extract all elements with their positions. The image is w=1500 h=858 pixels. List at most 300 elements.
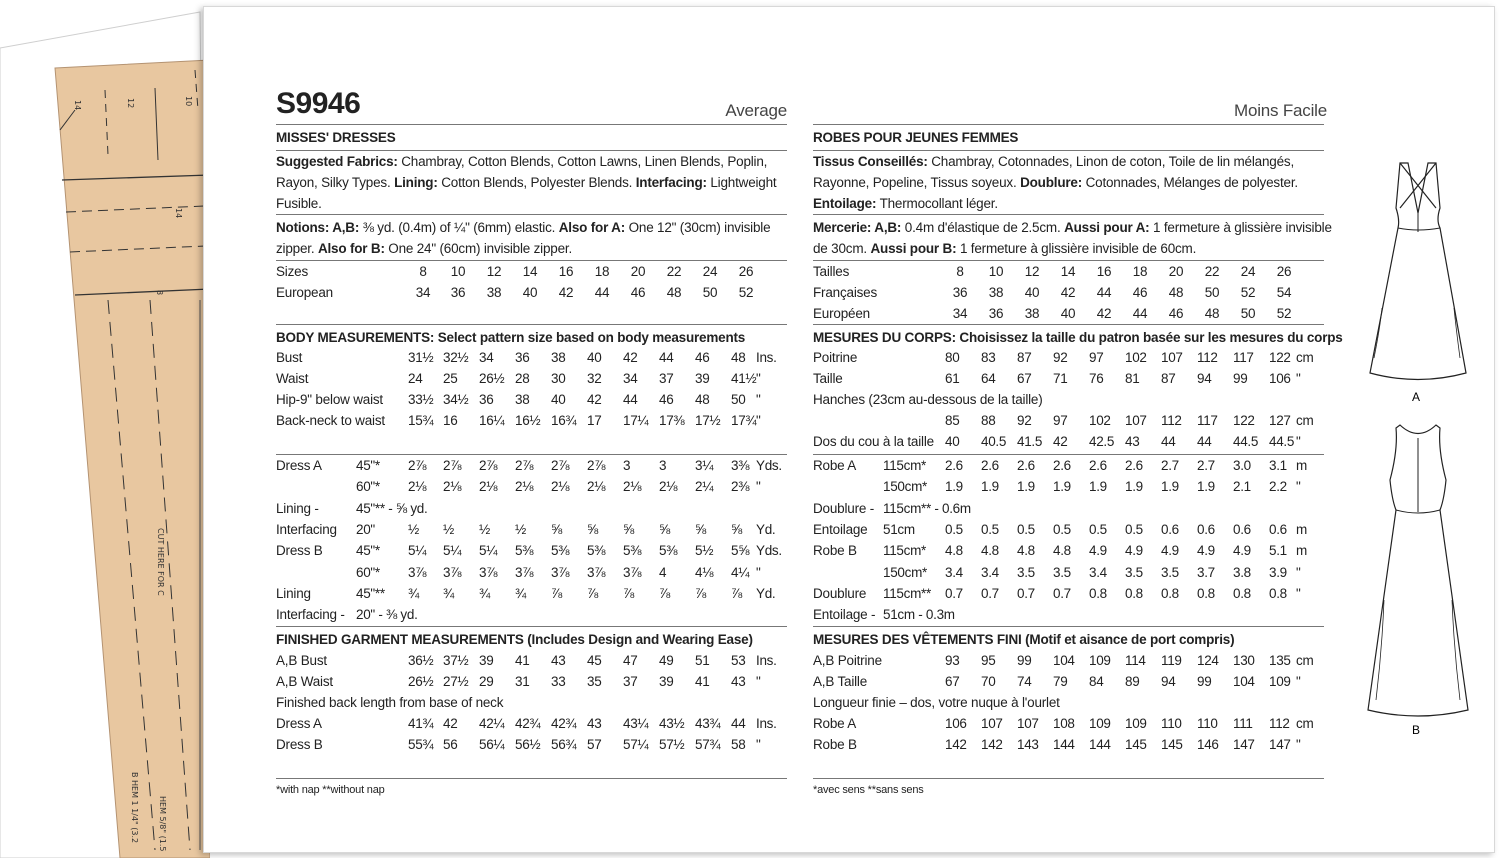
text-segment: Also for A: xyxy=(558,220,626,235)
text-segment: Thermocollant léger. xyxy=(876,196,998,211)
finished-cell: 106 xyxy=(945,716,967,731)
yardage-cell: 2⅞ xyxy=(408,458,427,473)
yardage-cell: 2⅜ xyxy=(731,479,750,495)
size-cell: 20 xyxy=(630,264,646,279)
yardage-cell: ⅝ xyxy=(587,521,598,537)
text-segment: Mercerie: A,B: xyxy=(813,220,902,235)
finished-cell: 119 xyxy=(1161,653,1182,668)
size-cell: 54 xyxy=(1276,285,1292,300)
size-cell: 38 xyxy=(1024,306,1040,321)
unit-label: " xyxy=(1296,434,1301,449)
finished-cell: 49 xyxy=(659,653,674,668)
finished-cell: 51 xyxy=(695,653,710,668)
body-cell: 31½ xyxy=(408,350,434,365)
finished-cell: 44 xyxy=(731,716,746,731)
size-cell: 36 xyxy=(450,285,466,300)
yardage-cell: 2⅞ xyxy=(515,458,534,473)
text-segment: Rayon, Silky Types. xyxy=(276,175,395,190)
unit-label: " xyxy=(1296,564,1301,580)
text-segment: Tissus Conseillés: xyxy=(813,154,928,169)
body-cell: 106 xyxy=(1269,371,1291,386)
finished-cell: 110 xyxy=(1161,716,1182,731)
body-cell: 44.5 xyxy=(1233,434,1259,449)
text-segment: 1 fermeture à glissière invisible xyxy=(1149,220,1332,235)
size-cell: 14 xyxy=(1060,264,1076,279)
finished-cell: 42¼ xyxy=(479,716,505,731)
finished-measurements-heading: FINISHED GARMENT MEASUREMENTS (Includes Design and Wearing Ease) xyxy=(276,632,753,647)
yardage-cell: 0.5 xyxy=(1017,521,1035,537)
finished-cell: 57¼ xyxy=(623,737,649,752)
fabric-width: 115cm** - 0.6m xyxy=(883,500,971,516)
size-cell: 52 xyxy=(738,285,754,300)
finished-cell: 56½ xyxy=(515,737,541,752)
yardage-cell: 4.9 xyxy=(1197,543,1215,559)
footnote: *with nap **without nap xyxy=(276,784,385,796)
view-b-label: B xyxy=(1412,723,1421,737)
yardage-cell: 2⅛ xyxy=(587,479,606,495)
size-cell: 46 xyxy=(1132,285,1148,300)
body-cell: 38 xyxy=(551,350,566,365)
tissue-label: 12 xyxy=(126,98,135,109)
size-row-label: Sizes xyxy=(276,264,309,279)
body-cell: 88 xyxy=(981,413,996,428)
body-cell: 97 xyxy=(1053,413,1068,428)
yardage-cell: ⅞ xyxy=(587,585,598,601)
yardage-cell: ⅝ xyxy=(623,521,634,537)
yardage-cell: 3.4 xyxy=(945,564,963,580)
body-cell: 34 xyxy=(623,371,638,386)
body-cell: 17½ xyxy=(695,413,721,428)
body-cell: 122 xyxy=(1233,413,1255,428)
body-cell: 83 xyxy=(981,350,996,365)
yardage-cell: 4.8 xyxy=(1053,543,1071,559)
size-cell: 52 xyxy=(1240,285,1256,300)
yardage-cell: 2¼ xyxy=(695,479,714,495)
yardage-cell: 2⅛ xyxy=(479,479,498,495)
body-cell: 67 xyxy=(1017,371,1032,386)
envelope-folder xyxy=(0,0,210,858)
finished-cell: 104 xyxy=(1053,653,1075,668)
text-segment: Chambray, Cotonnades, Linon de coton, Toile de lin mélangés, xyxy=(927,154,1294,169)
yardage-cell: 3⅞ xyxy=(551,564,570,580)
body-cell: 102 xyxy=(1089,413,1111,428)
yardage-cell: 3 xyxy=(659,458,667,473)
yardage-cell: 3.4 xyxy=(981,564,999,580)
yardage-cell: ½ xyxy=(443,521,454,537)
yardage-cell: 2.1 xyxy=(1233,479,1251,495)
body-cell: 44.5 xyxy=(1269,434,1295,449)
unit-label: " xyxy=(756,674,761,689)
difficulty-level: Average xyxy=(725,101,787,120)
size-row-label: Tailles xyxy=(813,264,850,279)
body-cell: 24 xyxy=(408,371,423,386)
size-cell: 16 xyxy=(558,264,574,279)
yardage-row-label: Doublure xyxy=(813,585,867,601)
yardage-row-label: Robe A xyxy=(813,458,857,473)
finished-cell: 41¾ xyxy=(408,716,434,731)
yardage-cell: 2⅛ xyxy=(443,479,462,495)
body-cell: 50 xyxy=(731,392,746,407)
finished-cell: 114 xyxy=(1125,653,1146,668)
body-cell: 92 xyxy=(1017,413,1032,428)
size-cell: 8 xyxy=(956,264,964,279)
finished-cell: 144 xyxy=(1089,737,1111,752)
body-row-label: Hip-9" below waist xyxy=(276,392,383,407)
body-cell: 85 xyxy=(945,413,960,428)
yardage-cell: 0.8 xyxy=(1089,585,1107,601)
size-cell: 38 xyxy=(486,285,502,300)
yardage-cell: 5½ xyxy=(695,543,714,559)
body-cell: 30 xyxy=(551,371,566,386)
size-cell: 40 xyxy=(1060,306,1076,321)
body-cell: 107 xyxy=(1161,350,1183,365)
unit-label: Yd. xyxy=(756,521,776,537)
yardage-cell: 2.7 xyxy=(1161,458,1179,473)
yardage-cell: 4.9 xyxy=(1161,543,1179,559)
size-cell: 26 xyxy=(1276,264,1292,279)
yardage-cell: 2⅛ xyxy=(551,479,570,495)
finished-cell: 37 xyxy=(623,674,638,689)
unit-label: " xyxy=(1296,585,1301,601)
divider xyxy=(813,626,1324,627)
divider xyxy=(276,454,787,455)
unit-label: " xyxy=(1296,737,1301,752)
notions-line xyxy=(276,220,770,236)
divider xyxy=(813,260,1324,261)
text-segment: One 24" (60cm) invisible zipper. xyxy=(384,241,573,256)
body-cell: 44 xyxy=(1197,434,1212,449)
yardage-cell: 0.6 xyxy=(1233,521,1251,537)
yardage-cell: 4.9 xyxy=(1233,543,1251,559)
body-cell: 43 xyxy=(1125,434,1140,449)
unit-label: cm xyxy=(1296,716,1314,731)
finished-cell: 107 xyxy=(1017,716,1039,731)
finished-cell: 110 xyxy=(1197,716,1218,731)
body-cell: 16½ xyxy=(515,413,541,428)
body-cell: 42 xyxy=(623,350,638,365)
finished-cell: 111 xyxy=(1233,716,1253,731)
body-cell: 94 xyxy=(1197,371,1212,386)
divider xyxy=(276,214,787,215)
finished-cell: 145 xyxy=(1125,737,1147,752)
yardage-cell: 1.9 xyxy=(1017,479,1035,495)
section-title: MISSES' DRESSES xyxy=(276,130,396,145)
yardage-cell: ⅝ xyxy=(731,521,742,537)
fabrics-line xyxy=(813,175,1298,191)
body-cell: 39 xyxy=(695,371,710,386)
unit-label: cm xyxy=(1296,653,1314,668)
yardage-cell: 3⅞ xyxy=(623,564,642,580)
yardage-cell: ⅝ xyxy=(695,521,706,537)
finished-cell: 89 xyxy=(1125,674,1140,689)
finished-cell: 58 xyxy=(731,737,746,752)
finished-cell: 27½ xyxy=(443,674,469,689)
body-cell: 122 xyxy=(1269,350,1291,365)
yardage-cell: 3.5 xyxy=(1125,564,1143,580)
yardage-cell: 3⅞ xyxy=(587,564,606,580)
size-cell: 48 xyxy=(1168,285,1184,300)
body-cell: 17¼ xyxy=(623,413,649,428)
divider xyxy=(276,324,787,325)
fabric-width: 45"* xyxy=(356,543,380,559)
yardage-cell: 2.6 xyxy=(1089,458,1107,473)
yardage-cell: 3.0 xyxy=(1233,458,1251,473)
finished-row-label: Dress B xyxy=(276,737,323,752)
body-row-label: Bust xyxy=(276,350,303,365)
size-cell: 40 xyxy=(522,285,538,300)
yardage-cell: 5¼ xyxy=(479,543,498,559)
unit-label: m xyxy=(1296,543,1307,559)
unit-label: " xyxy=(756,564,761,580)
size-cell: 48 xyxy=(666,285,682,300)
body-cell: 41.5 xyxy=(1017,434,1043,449)
size-cell: 12 xyxy=(1024,264,1040,279)
finished-cell: 57½ xyxy=(659,737,685,752)
finished-row-label: Robe B xyxy=(813,737,857,752)
body-cell: 40 xyxy=(587,350,602,365)
body-cell: 17 xyxy=(587,413,602,428)
size-cell: 36 xyxy=(952,285,968,300)
yardage-cell: 3.5 xyxy=(1017,564,1035,580)
body-cell: 92 xyxy=(1053,350,1068,365)
yardage-cell: 5⅜ xyxy=(587,543,606,559)
finished-row-label: Longueur finie – dos, votre nuque à l'ourlet xyxy=(813,695,1060,710)
body-cell: 102 xyxy=(1125,350,1147,365)
yardage-cell: 0.5 xyxy=(1089,521,1107,537)
size-cell: 26 xyxy=(738,264,754,279)
size-cell: 20 xyxy=(1168,264,1184,279)
unit-label: m xyxy=(1296,521,1307,537)
unit-label: " xyxy=(1296,371,1301,386)
finished-cell: 56 xyxy=(443,737,458,752)
text-segment: 1 fermeture à glissière invisible de 60cm. xyxy=(956,241,1197,256)
tissue-label: HEM 5/8" (1.5 xyxy=(158,796,167,852)
finished-cell: 29 xyxy=(479,674,494,689)
yardage-cell: ¾ xyxy=(408,585,419,601)
body-cell: 117 xyxy=(1197,413,1218,428)
yardage-cell: 3⅜ xyxy=(731,458,750,473)
divider xyxy=(813,454,1324,455)
fabric-width: 20" xyxy=(356,521,375,537)
pattern-number: S9946 xyxy=(276,87,361,120)
dress-a-illustration xyxy=(1360,158,1475,408)
size-cell: 34 xyxy=(952,306,968,321)
finished-row-label: Dress A xyxy=(276,716,322,731)
finished-cell: 55¾ xyxy=(408,737,434,752)
finished-cell: 146 xyxy=(1197,737,1219,752)
finished-cell: 142 xyxy=(945,737,967,752)
fabric-width: 45"* xyxy=(356,458,380,473)
body-cell: 44 xyxy=(1161,434,1176,449)
yardage-cell: 0.7 xyxy=(1053,585,1071,601)
yardage-row-label: Lining - xyxy=(276,500,319,516)
body-cell: 40 xyxy=(945,434,960,449)
tissue-label: 8 xyxy=(155,290,164,296)
yardage-cell: ⅞ xyxy=(731,585,742,601)
size-cell: 14 xyxy=(522,264,538,279)
yardage-cell: 5⅜ xyxy=(551,543,570,559)
finished-cell: 109 xyxy=(1269,674,1291,689)
body-cell: 99 xyxy=(1233,371,1248,386)
finished-cell: 93 xyxy=(945,653,960,668)
fabric-width: 60"* xyxy=(356,479,380,495)
body-row-label: Back-neck to waist xyxy=(276,413,385,428)
text-segment: Chambray, Cotton Blends, Cotton Lawns, Linen Blends, Poplin, xyxy=(397,154,768,169)
yardage-cell: 1.9 xyxy=(1089,479,1107,495)
unit-label: cm xyxy=(1296,413,1314,428)
yardage-row-label: Entoilage - xyxy=(813,607,876,623)
body-cell: 76 xyxy=(1089,371,1104,386)
body-cell: 41½ xyxy=(731,371,757,386)
body-cell: 46 xyxy=(659,392,674,407)
finished-cell: 79 xyxy=(1053,674,1068,689)
body-cell: 87 xyxy=(1017,350,1032,365)
yardage-cell: 3.1 xyxy=(1269,458,1287,473)
divider xyxy=(813,214,1324,215)
yardage-cell: ¾ xyxy=(443,585,454,601)
divider xyxy=(813,124,1324,125)
finished-cell: 56¼ xyxy=(479,737,505,752)
yardage-cell: 4⅛ xyxy=(695,564,714,580)
finished-cell: 33 xyxy=(551,674,566,689)
yardage-cell: 0.6 xyxy=(1197,521,1215,537)
yardage-cell: 5¼ xyxy=(408,543,427,559)
finished-cell: 130 xyxy=(1233,653,1255,668)
finished-cell: 57¾ xyxy=(695,737,721,752)
yardage-cell: ½ xyxy=(479,521,490,537)
body-cell: 112 xyxy=(1161,413,1182,428)
text-segment: Notions: A,B: xyxy=(276,220,360,235)
finished-cell: 43 xyxy=(551,653,566,668)
body-row-label: Taille xyxy=(813,371,843,386)
finished-cell: 56¾ xyxy=(551,737,577,752)
yardage-cell: 2.6 xyxy=(1125,458,1143,473)
finished-row-label: Robe A xyxy=(813,716,857,731)
size-cell: 42 xyxy=(558,285,574,300)
unit-label: Ins. xyxy=(756,653,777,668)
size-cell: 16 xyxy=(1096,264,1112,279)
yardage-cell: 0.7 xyxy=(1017,585,1035,601)
size-cell: 24 xyxy=(702,264,718,279)
yardage-row-label: Robe B xyxy=(813,543,857,559)
finished-cell: 43¾ xyxy=(695,716,721,731)
body-cell: 71 xyxy=(1053,371,1068,386)
body-cell: 33½ xyxy=(408,392,434,407)
yardage-cell: 3.9 xyxy=(1269,564,1287,580)
unit-label: " xyxy=(756,479,761,495)
divider xyxy=(276,124,787,125)
unit-label: Ins. xyxy=(756,350,777,365)
yardage-cell: 1.9 xyxy=(945,479,963,495)
fabric-width: 20" - ⅜ yd. xyxy=(356,607,418,623)
size-cell: 42 xyxy=(1060,285,1076,300)
size-cell: 44 xyxy=(1096,285,1112,300)
body-cell: 15¾ xyxy=(408,413,434,428)
finished-cell: 67 xyxy=(945,674,960,689)
body-cell: 61 xyxy=(945,371,960,386)
yardage-cell: 4.9 xyxy=(1125,543,1143,559)
yardage-cell: 0.7 xyxy=(945,585,963,601)
yardage-cell: 3⅞ xyxy=(408,564,427,580)
text-segment: Lightweight xyxy=(706,175,777,190)
tissue-label: B HEM 1 1/4" (3.2 xyxy=(130,772,139,844)
finished-cell: 95 xyxy=(981,653,996,668)
body-cell: 44 xyxy=(659,350,674,365)
size-cell: 48 xyxy=(1204,306,1220,321)
yardage-cell: 4.9 xyxy=(1089,543,1107,559)
text-segment: Cotton Blends, Polyester Blends. xyxy=(437,175,636,190)
yardage-cell: 0.5 xyxy=(1125,521,1143,537)
yardage-cell: 3.5 xyxy=(1053,564,1071,580)
yardage-cell: 5.1 xyxy=(1269,543,1287,559)
finished-cell: 108 xyxy=(1053,716,1075,731)
fabrics-line xyxy=(813,196,998,212)
unit-label: Yds. xyxy=(756,543,782,559)
body-cell: 37 xyxy=(659,371,674,386)
size-cell: 46 xyxy=(630,285,646,300)
finished-cell: 43 xyxy=(731,674,746,689)
finished-cell: 99 xyxy=(1017,653,1032,668)
yardage-cell: 4.8 xyxy=(981,543,999,559)
body-cell: 34 xyxy=(479,350,494,365)
yardage-row-label: Dress A xyxy=(276,458,322,473)
text-segment: Also for B: xyxy=(317,241,385,256)
body-row-label: Hanches (23cm au-dessous de la taille) xyxy=(813,392,1043,407)
finished-cell: 104 xyxy=(1233,674,1255,689)
yardage-cell: ⅝ xyxy=(659,521,670,537)
tissue-label: 14 xyxy=(174,208,183,219)
yardage-cell: ⅞ xyxy=(659,585,670,601)
body-cell: 42 xyxy=(587,392,602,407)
size-cell: 50 xyxy=(702,285,718,300)
yardage-cell: 5⅜ xyxy=(623,543,642,559)
size-cell: 38 xyxy=(988,285,1004,300)
size-cell: 22 xyxy=(666,264,682,279)
unit-label: Ins. xyxy=(756,716,777,731)
finished-cell: 124 xyxy=(1197,653,1219,668)
body-cell: 36 xyxy=(515,350,530,365)
yardage-cell: 0.8 xyxy=(1269,585,1287,601)
finished-cell: 70 xyxy=(981,674,996,689)
body-cell: 17¾ xyxy=(731,413,757,428)
finished-cell: 109 xyxy=(1089,653,1111,668)
fabric-width: 150cm* xyxy=(883,564,927,580)
finished-cell: 43¼ xyxy=(623,716,649,731)
finished-cell: 43½ xyxy=(659,716,685,731)
finished-row-label: A,B Bust xyxy=(276,653,327,668)
yardage-cell: 1.9 xyxy=(1197,479,1215,495)
yardage-cell: 1.9 xyxy=(981,479,999,495)
size-cell: 22 xyxy=(1204,264,1220,279)
text-segment: Fusible. xyxy=(276,196,322,211)
size-cell: 18 xyxy=(1132,264,1148,279)
finished-cell: 31 xyxy=(515,674,530,689)
finished-cell: 39 xyxy=(479,653,494,668)
size-row-label: Européen xyxy=(813,306,870,321)
body-cell: 107 xyxy=(1125,413,1147,428)
finished-cell: 35 xyxy=(587,674,602,689)
yardage-cell: 2⅞ xyxy=(551,458,570,473)
unit-label: m xyxy=(1296,458,1307,473)
fabrics-line xyxy=(276,175,776,191)
finished-cell: 45 xyxy=(587,653,602,668)
yardage-cell: 3⅞ xyxy=(443,564,462,580)
fabric-width: 115cm* xyxy=(883,458,926,473)
unit-label: Yds. xyxy=(756,458,782,473)
size-cell: 34 xyxy=(415,285,431,300)
fabric-width: 51cm xyxy=(883,521,915,537)
tissue-label: 10 xyxy=(184,96,193,107)
